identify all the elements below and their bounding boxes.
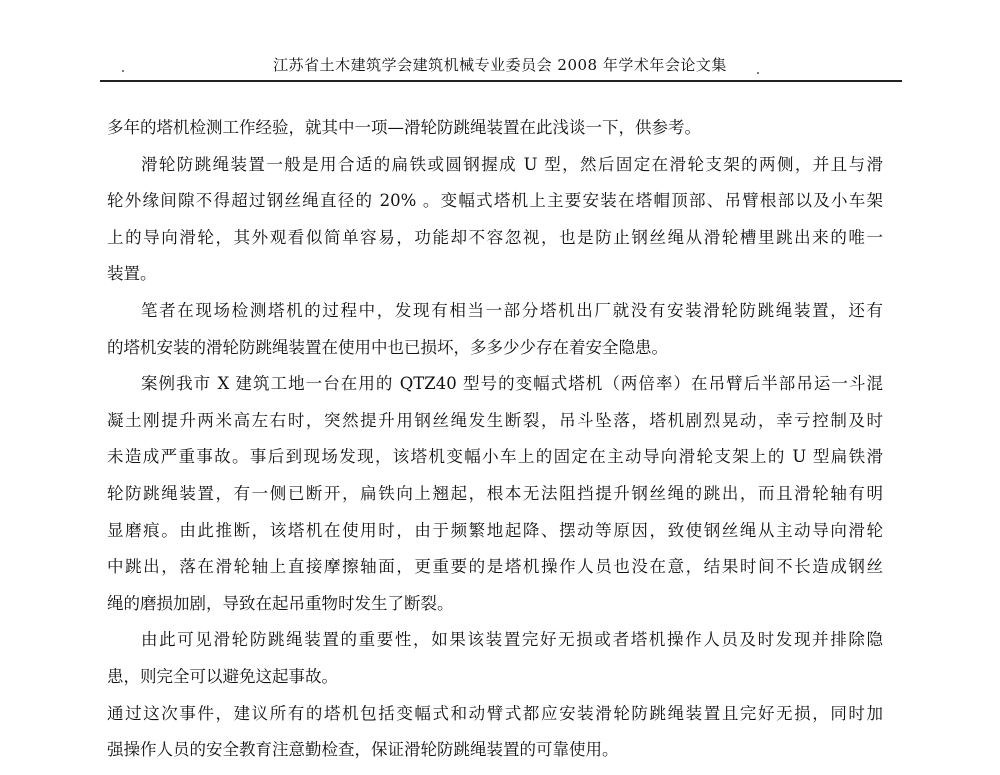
text-line: 强操作人员的安全教育注意勤检查，保证滑轮防跳绳装置的可靠使用。 xyxy=(107,740,619,760)
text-line: 笔者在现场检测塔机的过程中，发现有相当一部分塔机出厂就没有安装滑轮防跳绳装置，还有 xyxy=(141,300,883,320)
paragraph xyxy=(107,153,883,299)
text-line: 显磨痕。由此推断，该塔机在使用时，由于频繁地起降、摆动等原因，致使钢丝绳从主动导向滑轮 xyxy=(107,520,883,540)
paragraph xyxy=(107,372,883,628)
text-line: 患，则完全可以避免这起事故。 xyxy=(107,666,338,686)
text-line: 装置。 xyxy=(107,264,157,284)
text-line: 轮防跳绳装置，有一侧已断开，扁铁向上翘起，根本无法阻挡提升钢丝绳的跳出，而且滑轮轴有明 xyxy=(107,483,883,503)
text-line: 凝土刚提升两米高左右时，突然提升用钢丝绳发生断裂，吊斗坠落，塔机剧烈晃动，幸亏控制及时 xyxy=(107,410,883,430)
text-line: 由此可见滑轮防跳绳装置的重要性，如果该装置完好无损或者塔机操作人员及时发现并排除隐 xyxy=(141,630,883,650)
running-header: 江苏省土木建筑学会建筑机械专业委员会 2008 年学术年会论文集 xyxy=(273,56,727,74)
text-line: 绳的磨损加剧，导致在起吊重物时发生了断裂。 xyxy=(107,593,454,613)
scan-speck xyxy=(122,70,124,72)
paragraph xyxy=(107,116,883,153)
text-line: 案例我市 X 建筑工地一台在用的 QTZ40 型号的变幅式塔机（两倍率）在吊臂后半部吊运一斗混 xyxy=(141,374,883,394)
text-line: 多年的塔机检测工作经验，就其中一项—滑轮防跳绳装置在此浅谈一下，供参考。 xyxy=(107,118,701,137)
text-line: 通过这次事件，建议所有的塔机包括变幅式和动臂式都应安装滑轮防跳绳装置且完好无损，同时加 xyxy=(107,703,883,723)
text-line: 未造成严重事故。事后到现场发现，该塔机变幅小车上的固定在主动导向滑轮支架上的 U 型扁铁滑 xyxy=(107,447,883,467)
text-line: 上的导向滑轮，其外观看似简单容易，功能却不容忽视，也是防止钢丝绳从滑轮槽里跳出来的唯一 xyxy=(107,227,883,247)
scan-speck xyxy=(757,72,759,74)
text-line: 轮外缘间隙不得超过钢丝绳直径的 20% 。变幅式塔机上主要安装在塔帽顶部、吊臂根部以及小车架 xyxy=(107,191,883,211)
paragraph xyxy=(107,628,883,701)
document-body xyxy=(107,116,883,775)
text-line: 中跳出，落在滑轮轴上直接摩擦轴面，更重要的是塔机操作人员也没在意，结果时间不长造成钢丝 xyxy=(107,557,883,577)
paragraph xyxy=(107,702,883,775)
text-line: 的塔机安装的滑轮防跳绳装置在使用中也已损坏，多多少少存在着安全隐患。 xyxy=(107,337,668,357)
header-rule xyxy=(100,80,902,82)
paragraph xyxy=(107,299,883,372)
text-line: 滑轮防跳绳装置一般是用合适的扁铁或圆钢握成 U 型，然后固定在滑轮支架的两侧，并且与滑 xyxy=(141,154,883,174)
